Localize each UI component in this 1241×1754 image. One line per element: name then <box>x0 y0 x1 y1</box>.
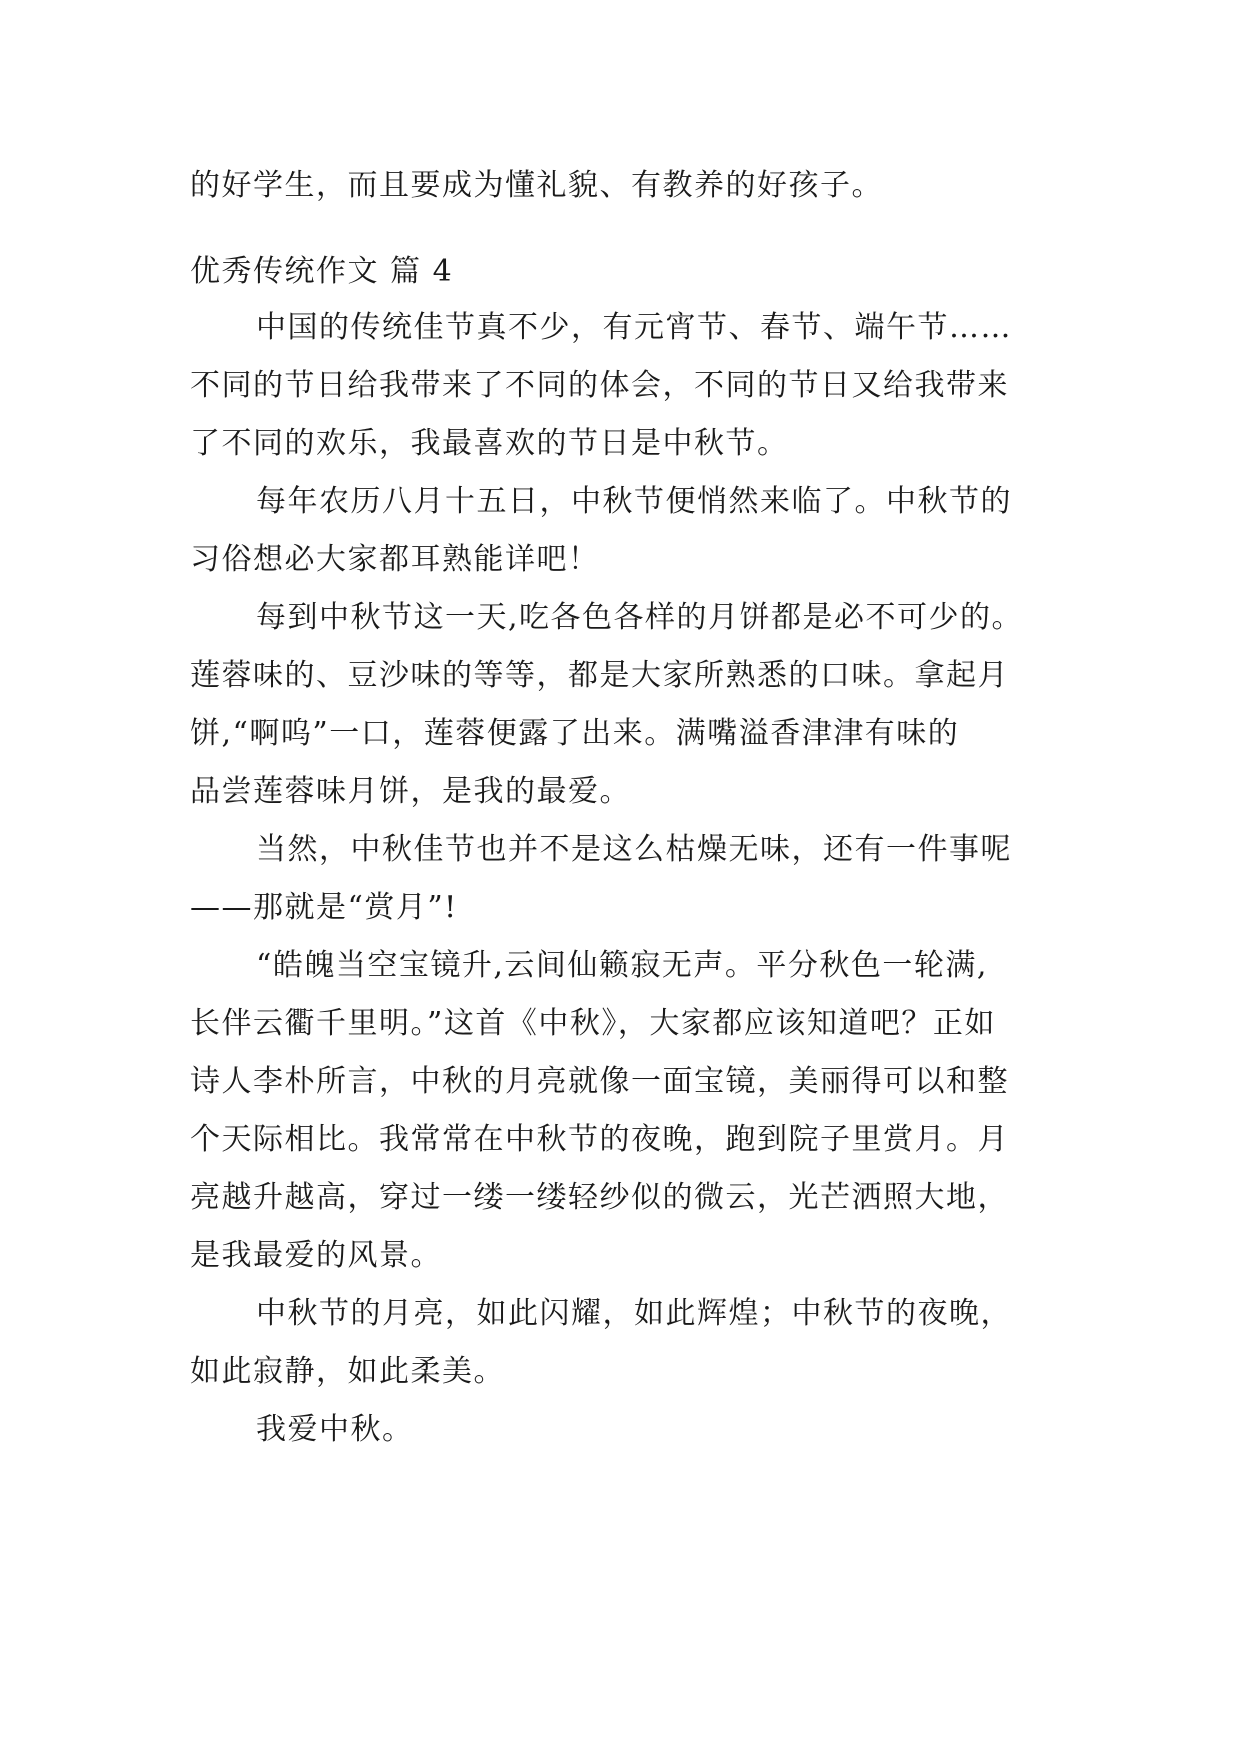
text-line: 了不同的欢乐，我最喜欢的节日是中秋节。 <box>190 426 789 461</box>
text-line: 不同的节日给我带来了不同的体会，不同的节日又给我带来 <box>190 368 1009 403</box>
paragraph <box>190 1285 1060 1401</box>
text-line: 如此寂静，如此柔美。 <box>190 1354 505 1389</box>
text-line: 我爱中秋。 <box>256 1412 414 1447</box>
paragraph <box>190 821 1060 937</box>
paragraph <box>190 937 1060 1285</box>
text-line: 亮越升越高，穿过一缕一缕轻纱似的微云，光芒洒照大地， <box>190 1180 1009 1215</box>
text-line: 品尝莲蓉味月饼，是我的最爱。 <box>190 774 631 809</box>
section-title <box>190 243 1060 301</box>
text-line: 中国的传统佳节真不少，有元宵节、春节、端午节…… <box>256 310 1012 345</box>
text-line: 诗人李朴所言，中秋的月亮就像一面宝镜，美丽得可以和整 <box>190 1064 1009 1099</box>
text-line: 当然，中秋佳节也并不是这么枯燥无味，还有一件事呢 <box>256 832 1012 867</box>
text-line: 每年农历八月十五日，中秋节便悄然来临了。中秋节的 <box>256 484 1012 519</box>
text-line: ——那就是“赏月”! <box>190 890 458 925</box>
section-title-text: 优秀传统作文 篇 4 <box>190 254 454 289</box>
text-line: 习俗想必大家都耳熟能详吧！ <box>190 542 600 577</box>
text-line: “皓魄当空宝镜升,云间仙籁寂无声。平分秋色一轮满, <box>256 948 988 983</box>
text-line: 每到中秋节这一天,吃各色各样的月饼都是必不可少的。 <box>256 600 1024 635</box>
text-line: 是我最爱的风景。 <box>190 1238 442 1273</box>
paragraph <box>190 299 1060 473</box>
essay-body <box>190 299 1060 1459</box>
paragraph <box>190 1401 1060 1459</box>
text-line: 个天际相比。我常常在中秋节的夜晚，跑到院子里赏月。月 <box>190 1122 1009 1157</box>
continuation-text <box>190 157 1060 215</box>
text-line: 中秋节的月亮，如此闪耀，如此辉煌；中秋节的夜晚， <box>256 1296 1012 1331</box>
text-line: 饼,“啊呜”一口，莲蓉便露了出来。满嘴溢香津津有味的 <box>190 716 960 751</box>
text-line: 长伴云衢千里明。”这首《中秋》，大家都应该知道吧？正如 <box>190 1006 996 1041</box>
paragraph <box>190 589 1060 821</box>
text-line: 的好学生，而且要成为懂礼貌、有教养的好孩子。 <box>190 168 883 203</box>
paragraph <box>190 473 1060 589</box>
text-line: 莲蓉味的、豆沙味的等等，都是大家所熟悉的口味。拿起月 <box>190 658 1009 693</box>
